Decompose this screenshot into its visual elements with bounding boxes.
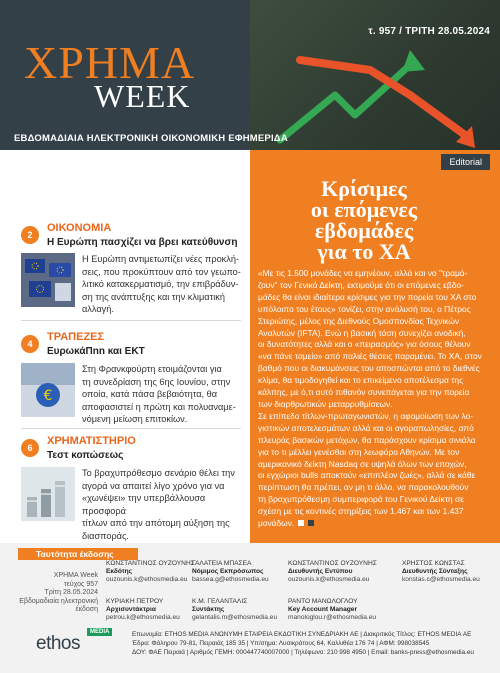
ethos-logo[interactable]: ethos (36, 633, 80, 654)
issue-date: Τρίτη 28.05.2024 (44, 589, 98, 597)
staff-name: ΓΑΛΑΤΕΙΑ ΜΠΑΣΕΑ (192, 560, 252, 567)
staff-role: Διευθυντής Σύνταξης (402, 568, 468, 575)
staff-entry (192, 560, 269, 584)
section-title[interactable]: Η Ευρώπη πασχίζει να βρει κατεύθυνση (47, 237, 238, 248)
end-mark-icon (308, 520, 314, 526)
eu-flags-image-icon (21, 253, 75, 307)
staff-entry (192, 598, 277, 622)
staff-name: ΧΡΗΣΤΟΣ ΚΩΝΣΤΑΣ (402, 560, 465, 567)
section-summary: Η Ευρώπη αντιμετωπίζει νέες προκλή- σεις, που προκύπτουν από τον γεωπο- λιτικό κατακερματισμό, την επιβράδυν- ση της ανάπτυξης και την κλιματική αλλαγή. (82, 254, 241, 314)
masthead (0, 0, 500, 150)
staff-email[interactable]: ouzounis.k@ethosmedia.eu (288, 576, 370, 583)
staff-email[interactable]: konstas.c@ethosmedia.eu (402, 576, 480, 583)
staff-name: Κ.Μ. ΓΕΛΑΝΤΑΛΙΣ (192, 598, 248, 605)
staff-name: ΚΩΝΣΤΑΝΤΙΝΟΣ ΟΥΖΟΥΝΗΣ (106, 560, 195, 567)
issue-line: τ. 957 / ΤΡΙΤΗ 28.05.2024 (368, 26, 490, 37)
editorial-body (258, 268, 496, 530)
section-category: ΤΡΑΠΕΖΕΣ (47, 331, 105, 343)
divider (21, 428, 241, 429)
staff-entry (106, 598, 180, 622)
staff-role: Συντάκτης (192, 606, 225, 613)
staff-email[interactable]: gelantalis.m@ethosmedia.eu (192, 614, 278, 621)
section-summary: Το βραχυπρόθεσμο σενάριο θέλει την αγορά να απαιτεί λίγο χρόνο για να «χωνέψει» την υπερβάλλουσα προσφορά τίτλων από την απότομη αύξηση της διασποράς. (82, 468, 235, 541)
staff-role: Διευθυντής Εντύπου (288, 568, 353, 575)
staff-role: Αρχισυντάκτρια (106, 606, 156, 613)
contents-column (0, 150, 247, 543)
editorial-panel (250, 150, 500, 543)
staff-email[interactable]: manologlou.r@ethosmedia.eu (288, 614, 377, 621)
staff-role: Νόμιμος Εκπρόσωπος (192, 568, 264, 575)
publication-name: ΧΡΗΜΑ Week (53, 572, 98, 579)
editorial-tag: Editorial (441, 154, 490, 170)
logo-subtitle: WEEK (94, 78, 191, 114)
publication-type: Εβδομαδιαία ηλεκτρονική έκδοση (19, 597, 98, 614)
trend-arrows-icon (260, 40, 490, 150)
staff-entry (288, 560, 377, 584)
staff-email[interactable]: petrou.k@ethosmedia.eu (106, 614, 180, 621)
credits-header-bar (0, 548, 500, 560)
editorial-text: «Με τις 1.500 μονάδες να εμηνέουν, αλλά και να "τραμά- ζουν" τον Γενικό Δείκτη, εκτιμούμε ότι οι επόμενες εβδο- μάδες θα είναι ιδιαίτερα κρίσιμες για την πορεία του ΧΑ στο υπόλοιπο του έτους» τονίζει, στην ανάλυσή του, ο Πέτρος Στεριώτης, μέλος της Διεθνούς Ομοσπονδίας Τεχνικών Αναλυτών (IFTA). Ενώ η βασική τάση συνεχίζει ανοδική, οι δυνατότητες αλλά και ο «πειρασμός» για όσους θέλουν «να πάνε ταμείο» από παλιές θέσεις παραμένει. Το ΧΑ, στον βαθμό που οι διακυμάνσεις του αποσπώνται από το διεθνές κλίμα, θα τιμοδογηθεί και το επικείμενο αποτέλεσμα της κάλπης, με ό,τι αυτό πιθανόν συνεπάγεται για την πορεία των διαρθρωτικών μεταρρυθμίσεων. Σε επίπεδο τίτλων-πρωταγωνιστών, η αφομοίωση των λο- γιστικών αποτελεσμάτων αλλά και οι αγοραπωλησίες, από πλευράς βασικών μετόχων, θα παράσχουν κρίσιμα σινιάλα για το τι μέλλει γενέσθαι στη λεωφόρο Αθηνών. Με τον αμερικανικό δείκτη Nasdaq σε υψηλά όλων των εποχών, οι εγχώριοι bulls αποκτούν «επιπλέον ζωές», αλλά σε κάθε περίπτωση θα πρέπει, αν μη τι άλλο, να παρακολουθούν τη βραχυπρόθεσμη συμπεριφορά του Γενικού Δείκτη σε σχέση με τις κοντινές στηρίξεις των 1.467 και των 1.437 μονάδων. (258, 268, 482, 529)
logo-title: ΧΡΗΜΑ (24, 37, 196, 88)
section-category: ΟΙΚΟΝΟΜΙΑ (47, 222, 112, 234)
section-title[interactable]: Τεστ κοπώσεως (47, 450, 124, 461)
credits-heading: Ταυτότητα έκδοσης (36, 549, 114, 559)
staff-name: ΡΑΝΤΟ ΜΑΝΩΛΟΓΛΟΥ (288, 598, 358, 605)
publication-info (0, 572, 98, 615)
end-mark-icon (298, 520, 304, 526)
tagline: ΕΒΔΟΜΑΔΙΑΙΑ ΗΛΕΚΤΡΟΝΙΚΗ ΟΙΚΟΝΟΜΙΚΗ ΕΦΗΜΕΡΙΔΑ (14, 133, 288, 144)
editorial-title: Κρίσιμες οι επόμενες εβδομάδες για το ΧΑ (310, 176, 418, 264)
ecb-euro-sign-image-icon (21, 363, 75, 417)
staff-email[interactable]: ouzounis.k@ethosmedia.eu (106, 576, 188, 583)
section-category: ΧΡΗΜΑΤΙΣΤΗΡΙΟ (47, 435, 136, 447)
divider (21, 320, 241, 321)
staff-name: ΚΥΡΙΑΚΗ ΠΕΤΡΟΥ (106, 598, 164, 605)
page-number-badge: 6 (21, 439, 39, 457)
page-number-badge: 2 (21, 226, 39, 244)
staff-email[interactable]: bassea.g@ethosmedia.eu (192, 576, 269, 583)
coin-stacks-image-icon (21, 467, 75, 521)
staff-name: ΚΩΝΣΤΑΝΤΙΝΟΣ ΟΥΖΟΥΝΗΣ (288, 560, 377, 567)
staff-role: Key Account Manager (288, 606, 358, 613)
section-summary: Στη Φρανκφούρτη ετοιμάζονται για τη συνεδρίαση της 6ης Ιουνίου, στην οποία, κατά πάσα βεβαιότητα, θα αποφασιστεί η πρώτη και πολυαναμε- νόμενη μείωση επιτοκίων. (82, 364, 236, 424)
page-number-badge: 4 (21, 335, 39, 353)
staff-entry (288, 598, 376, 622)
staff-entry (402, 560, 480, 584)
svg-text:€: € (43, 388, 53, 404)
section-title[interactable]: ΕυρωκάΠnn και ΕΚΤ (47, 346, 145, 357)
company-info: Επωνυμία: ETHOS MEDIA ΑΝΩΝΥΜΗ ΕΤΑΙΡΕΙΑ ΕΚΔΟΤΙΚΗ ΣΥΝΕΔΡΙΑΚΗ ΑΕ | Διακριτικός Τίτλος: ETHOS MEDIA ΑΕ Έδρα: Φάληρου 79-81, Πειραιάς 185 35 | Υπ/σημα: Λυσικράτους 64, Καλλιθέα 176 74 | ΑΦΜ: 998038545 ΔΟΥ: ΦΑΕ Πειραιά | Αριθμός ΓΕΜΗ: 000447740007000 | Τηλέφωνο: 210 998 4950 | Email: banks-press@ethosmedia.eu (132, 631, 474, 656)
staff-entry (106, 560, 195, 584)
issue-number: τεύχος 957 (63, 580, 98, 588)
ethos-media-badge: MEDIA (87, 628, 112, 636)
staff-role: Εκδότης (106, 568, 133, 575)
